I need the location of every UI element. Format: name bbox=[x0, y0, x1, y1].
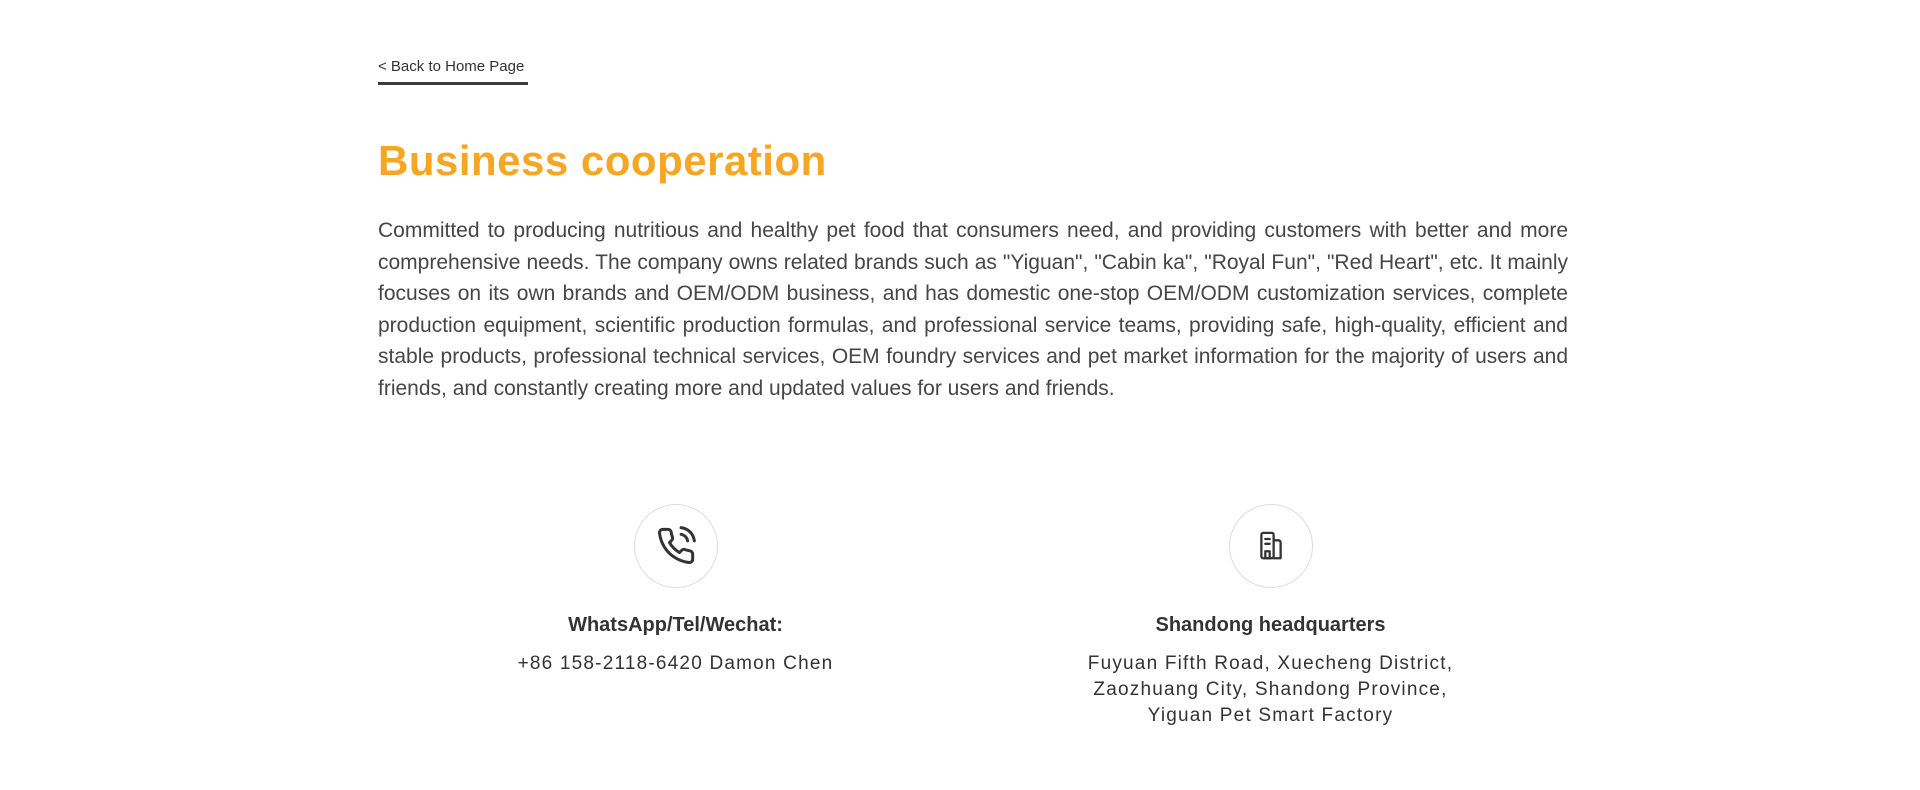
contact-card-phone bbox=[378, 504, 973, 729]
page-container bbox=[378, 0, 1568, 729]
address-line-2: Zaozhuang City, Shandong Province, bbox=[1093, 679, 1448, 700]
contact-row bbox=[378, 504, 1568, 729]
contact-phone-number: +86 158-2118-6420 Damon Chen bbox=[517, 653, 834, 674]
building-icon-circle bbox=[1229, 504, 1313, 588]
address-line-1: Fuyuan Fifth Road, Xuecheng District, bbox=[1087, 653, 1454, 674]
contact-label-whatsapp: WhatsApp/Tel/Wechat: bbox=[568, 614, 783, 636]
phone-call-icon bbox=[656, 526, 696, 566]
address-line-3: Yiguan Pet Smart Factory bbox=[1147, 705, 1394, 726]
contact-label-headquarters: Shandong headquarters bbox=[1155, 614, 1386, 636]
page-title: Business cooperation bbox=[378, 137, 827, 184]
company-description: Committed to producing nutritious and healthy pet food that consumers need, and providing customers with better and more comprehensive needs. The company owns related brands such as "Yiguan", "Cabin ka", "Royal Fun", "Red Heart", etc. It mainly focuses on its own brands and OEM/ODM business, and has domestic one-stop OEM/ODM customization services, complete production equipment, scientific production formulas, and professional service teams, providing safe, high-quality, efficient and stable products, professional technical services, OEM foundry services and pet market information for the majority of users and friends, and constantly creating more and updated values for users and friends. bbox=[378, 219, 1568, 400]
phone-icon-circle bbox=[634, 504, 718, 588]
back-to-home-link[interactable]: < Back to Home Page bbox=[378, 58, 528, 85]
contact-card-headquarters bbox=[973, 504, 1568, 729]
building-icon bbox=[1250, 525, 1292, 567]
contact-address bbox=[1088, 651, 1453, 729]
